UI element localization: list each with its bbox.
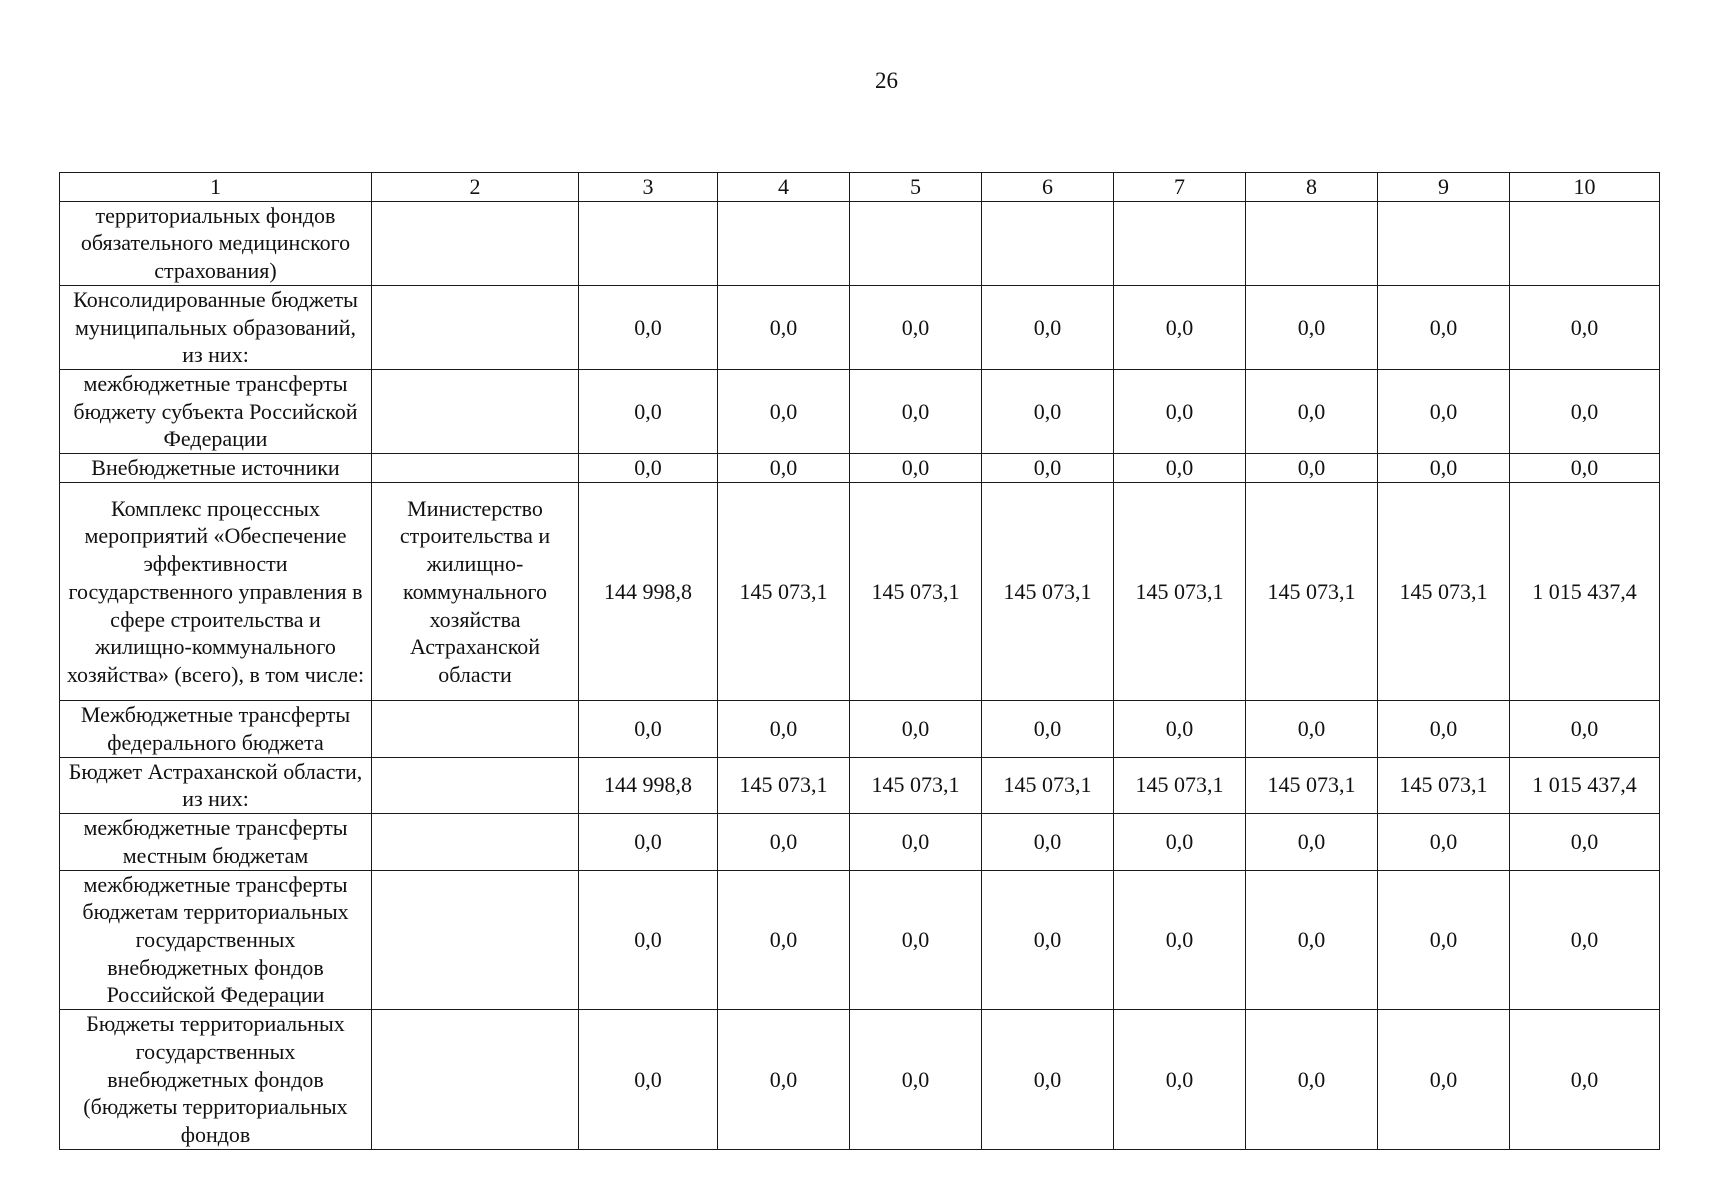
year-value: 0,0 <box>982 1010 1114 1150</box>
year-value <box>579 201 718 285</box>
row-label: Внебюджетные источники <box>60 454 372 483</box>
table-row <box>60 201 1660 285</box>
year-value: 145 073,1 <box>718 757 850 813</box>
year-value: 0,0 <box>1114 285 1246 369</box>
column-header: 8 <box>1246 173 1378 202</box>
total-value: 0,0 <box>1510 370 1660 454</box>
responsible-executor <box>372 370 579 454</box>
year-value: 0,0 <box>1246 454 1378 483</box>
year-value: 145 073,1 <box>1378 757 1510 813</box>
table-row <box>60 757 1660 813</box>
year-value: 0,0 <box>850 454 982 483</box>
year-value: 0,0 <box>982 370 1114 454</box>
year-value: 0,0 <box>579 1010 718 1150</box>
total-value: 0,0 <box>1510 454 1660 483</box>
year-value <box>1114 201 1246 285</box>
responsible-executor: Министерство строительства и жилищно-коммунального хозяйства Астраханской области <box>372 483 579 701</box>
column-header: 4 <box>718 173 850 202</box>
year-value <box>982 201 1114 285</box>
responsible-executor <box>372 870 579 1010</box>
year-value <box>718 201 850 285</box>
year-value: 0,0 <box>718 701 850 757</box>
row-label: территориальных фондов обязательного медицинского страхования) <box>60 201 372 285</box>
year-value: 0,0 <box>718 285 850 369</box>
year-value: 0,0 <box>1246 814 1378 870</box>
column-header: 6 <box>982 173 1114 202</box>
year-value: 0,0 <box>718 1010 850 1150</box>
year-value: 0,0 <box>1246 870 1378 1010</box>
year-value: 0,0 <box>579 454 718 483</box>
year-value: 145 073,1 <box>1246 757 1378 813</box>
responsible-executor <box>372 201 579 285</box>
year-value: 0,0 <box>982 285 1114 369</box>
budget-table <box>59 172 1660 1150</box>
table-row <box>60 1010 1660 1150</box>
table-row <box>60 370 1660 454</box>
row-label: Консолидированные бюджеты муниципальных образований, из них: <box>60 285 372 369</box>
year-value: 0,0 <box>1246 701 1378 757</box>
year-value: 0,0 <box>579 370 718 454</box>
row-label: Бюджеты территориальных государственных внебюджетных фондов (бюджеты территориальных фондов <box>60 1010 372 1150</box>
table-row <box>60 285 1660 369</box>
year-value: 0,0 <box>1114 701 1246 757</box>
table-row <box>60 870 1660 1010</box>
column-header: 10 <box>1510 173 1660 202</box>
year-value: 0,0 <box>1246 285 1378 369</box>
table-row <box>60 483 1660 701</box>
year-value: 0,0 <box>850 701 982 757</box>
responsible-executor <box>372 701 579 757</box>
year-value: 0,0 <box>982 454 1114 483</box>
year-value: 144 998,8 <box>579 757 718 813</box>
year-value: 0,0 <box>718 454 850 483</box>
year-value: 0,0 <box>850 285 982 369</box>
row-label: Бюджет Астраханской области, из них: <box>60 757 372 813</box>
responsible-executor <box>372 1010 579 1150</box>
row-label: межбюджетные трансферты местным бюджетам <box>60 814 372 870</box>
year-value: 0,0 <box>1246 1010 1378 1150</box>
year-value: 0,0 <box>579 814 718 870</box>
table-row <box>60 701 1660 757</box>
year-value: 0,0 <box>982 814 1114 870</box>
year-value: 0,0 <box>850 370 982 454</box>
year-value: 145 073,1 <box>718 483 850 701</box>
total-value: 1 015 437,4 <box>1510 483 1660 701</box>
column-header: 3 <box>579 173 718 202</box>
row-label: Межбюджетные трансферты федерального бюджета <box>60 701 372 757</box>
year-value: 0,0 <box>1378 870 1510 1010</box>
total-value <box>1510 201 1660 285</box>
year-value: 145 073,1 <box>982 483 1114 701</box>
table-row <box>60 814 1660 870</box>
year-value <box>850 201 982 285</box>
year-value: 0,0 <box>1378 454 1510 483</box>
year-value: 0,0 <box>850 1010 982 1150</box>
year-value: 0,0 <box>718 370 850 454</box>
column-header: 7 <box>1114 173 1246 202</box>
year-value: 0,0 <box>1378 1010 1510 1150</box>
year-value <box>1378 201 1510 285</box>
year-value: 0,0 <box>718 870 850 1010</box>
year-value: 0,0 <box>1378 285 1510 369</box>
year-value: 0,0 <box>850 870 982 1010</box>
table-row <box>60 454 1660 483</box>
year-value: 145 073,1 <box>850 483 982 701</box>
year-value: 145 073,1 <box>1114 757 1246 813</box>
year-value: 0,0 <box>982 870 1114 1010</box>
year-value: 0,0 <box>1246 370 1378 454</box>
year-value: 0,0 <box>982 701 1114 757</box>
year-value: 0,0 <box>1378 814 1510 870</box>
year-value: 0,0 <box>1114 370 1246 454</box>
column-number-row <box>60 173 1660 202</box>
year-value: 0,0 <box>1378 370 1510 454</box>
year-value: 145 073,1 <box>850 757 982 813</box>
row-label: межбюджетные трансферты бюджету субъекта Российской Федерации <box>60 370 372 454</box>
responsible-executor <box>372 814 579 870</box>
total-value: 1 015 437,4 <box>1510 757 1660 813</box>
year-value: 0,0 <box>579 870 718 1010</box>
year-value: 145 073,1 <box>1246 483 1378 701</box>
year-value: 145 073,1 <box>982 757 1114 813</box>
total-value: 0,0 <box>1510 285 1660 369</box>
year-value: 0,0 <box>1114 870 1246 1010</box>
year-value: 145 073,1 <box>1378 483 1510 701</box>
column-header: 1 <box>60 173 372 202</box>
year-value: 0,0 <box>718 814 850 870</box>
total-value: 0,0 <box>1510 701 1660 757</box>
responsible-executor <box>372 454 579 483</box>
year-value: 0,0 <box>579 285 718 369</box>
page-number: 26 <box>875 68 898 93</box>
responsible-executor <box>372 757 579 813</box>
year-value: 0,0 <box>1114 1010 1246 1150</box>
year-value: 0,0 <box>1114 814 1246 870</box>
year-value: 145 073,1 <box>1114 483 1246 701</box>
total-value: 0,0 <box>1510 870 1660 1010</box>
year-value: 0,0 <box>1114 454 1246 483</box>
responsible-executor <box>372 285 579 369</box>
year-value: 0,0 <box>1378 701 1510 757</box>
column-header: 2 <box>372 173 579 202</box>
total-value: 0,0 <box>1510 814 1660 870</box>
year-value: 0,0 <box>850 814 982 870</box>
column-header: 9 <box>1378 173 1510 202</box>
column-header: 5 <box>850 173 982 202</box>
row-label: межбюджетные трансферты бюджетам территориальных государственных внебюджетных фондов Российской Федерации <box>60 870 372 1010</box>
year-value: 144 998,8 <box>579 483 718 701</box>
row-label: Комплекс процессных мероприятий «Обеспечение эффективности государственного управления в сфере строительства и жилищно-коммунального хозяйства» (всего), в том числе: <box>60 483 372 701</box>
total-value: 0,0 <box>1510 1010 1660 1150</box>
year-value: 0,0 <box>579 701 718 757</box>
year-value <box>1246 201 1378 285</box>
